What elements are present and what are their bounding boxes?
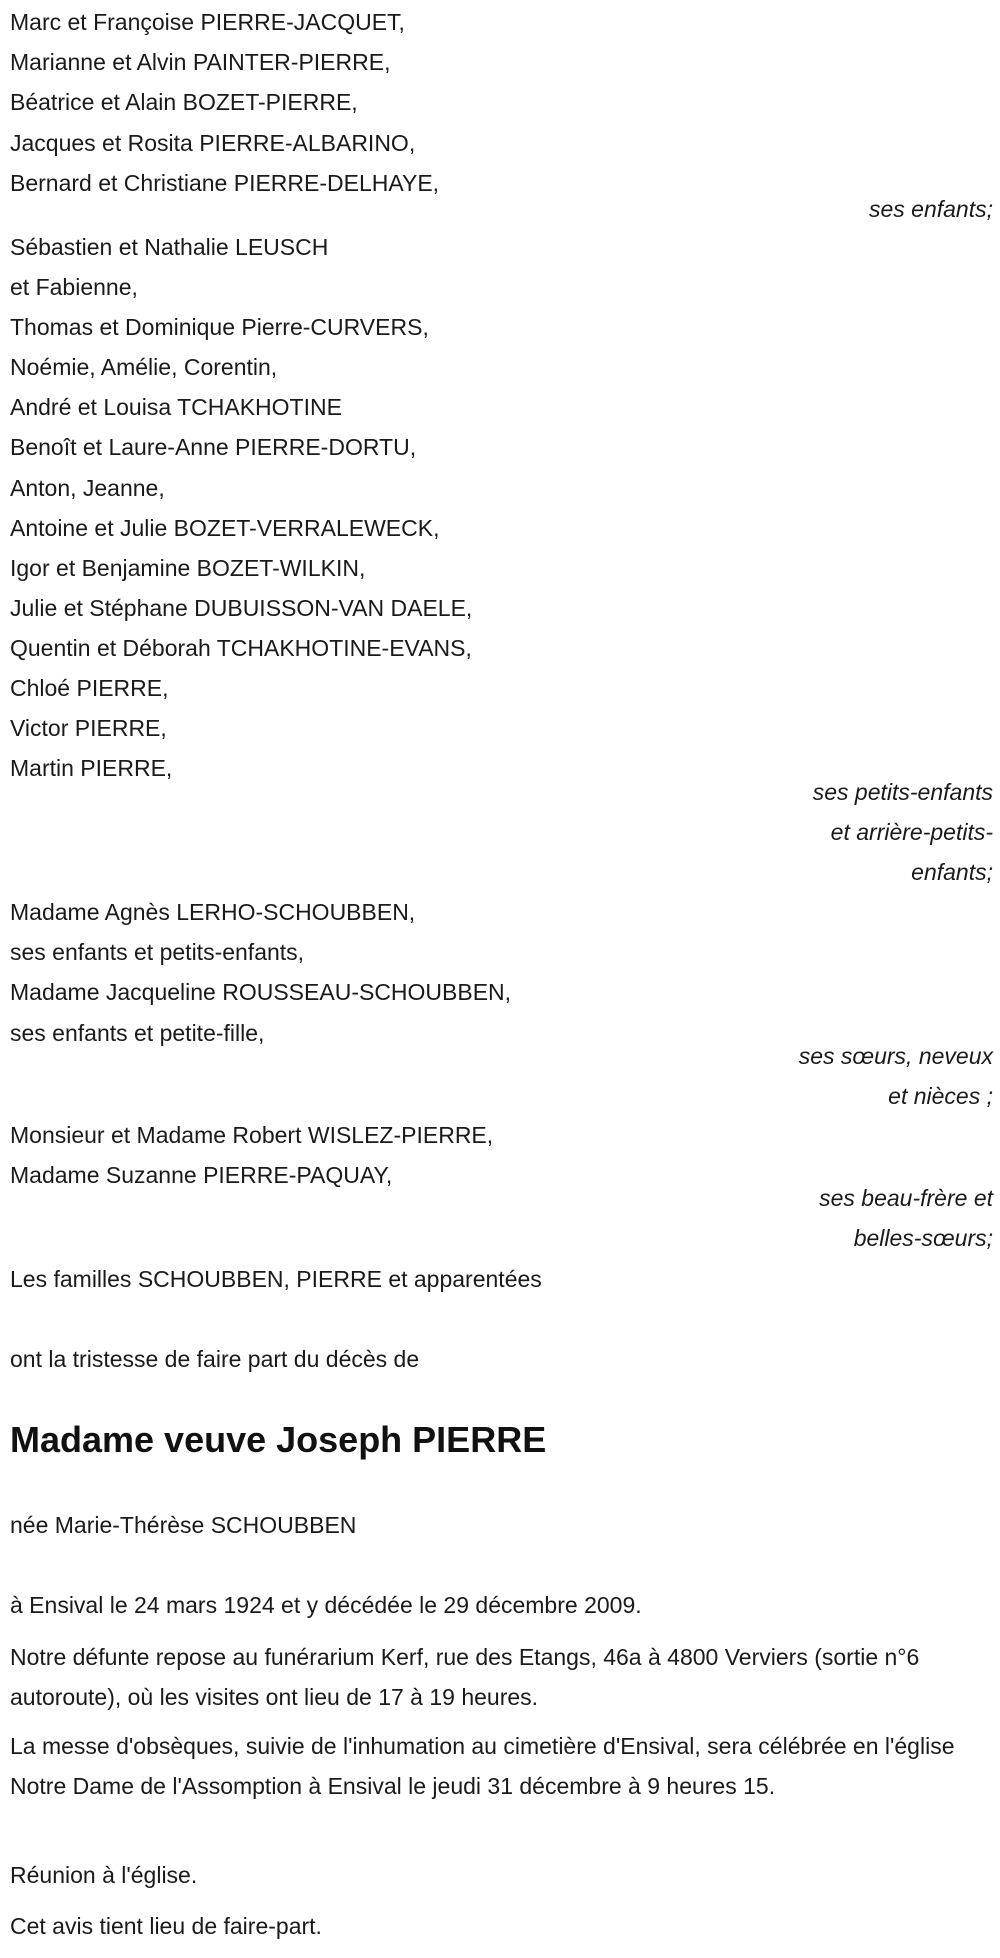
children-label	[869, 189, 993, 229]
label-line: ses petits-enfants	[812, 779, 993, 805]
list-item: Jacques et Rosita PIERRE-ALBARINO,	[10, 129, 416, 156]
list-item: Bernard et Christiane PIERRE-DELHAYE,	[10, 169, 440, 196]
dates-text: à Ensival le 24 mars 1924 et y décédée le 29 décembre 2009.	[10, 1592, 642, 1618]
label-line: belles-sœurs;	[853, 1225, 993, 1251]
list-item: Julie et Stéphane DUBUISSON-VAN DAELE,	[10, 594, 473, 621]
list-item: André et Louisa TCHAKHOTINE	[10, 394, 342, 421]
list-item: Noémie, Amélie, Corentin,	[10, 354, 278, 381]
sisters-label	[799, 1036, 993, 1116]
list-item: Anton, Jeanne,	[10, 474, 165, 501]
inlaws-list	[10, 1115, 493, 1195]
families-text: Les familles SCHOUBBEN, PIERRE et apparentées	[10, 1266, 542, 1292]
grandchildren-list	[10, 227, 472, 788]
list-item: Béatrice et Alain BOZET-PIERRE,	[10, 89, 358, 116]
list-item: Martin PIERRE,	[10, 755, 173, 782]
list-item: Quentin et Déborah TCHAKHOTINE-EVANS,	[10, 634, 472, 661]
list-item: Antoine et Julie BOZET-VERRALEWECK,	[10, 514, 440, 541]
mass-text: La messe d'obsèques, suivie de l'inhumation au cimetière d'Ensival, sera célébrée en l'église Notre Dame de l'Assomption à Ensival le jeudi 31 décembre à 9 heures 15.	[10, 1733, 955, 1799]
label-line: ses sœurs, neveux	[798, 1043, 993, 1069]
meeting-text: Réunion à l'église.	[10, 1862, 198, 1888]
sisters-list	[10, 892, 511, 1053]
label-line: et arrière-petits-	[830, 819, 993, 845]
list-item: Benoît et Laure-Anne PIERRE-DORTU,	[10, 434, 417, 461]
list-item: Madame Agnès LERHO-SCHOUBBEN,	[10, 899, 416, 925]
list-item: Thomas et Dominique Pierre-CURVERS,	[10, 314, 429, 341]
list-item: Chloé PIERRE,	[10, 675, 169, 702]
list-item: Madame Jacqueline ROUSSEAU-SCHOUBBEN,	[10, 979, 512, 1006]
label-line: ses beau-frère et	[819, 1185, 993, 1211]
list-item: ses enfants et petite-fille,	[10, 1019, 265, 1046]
inlaws-label	[819, 1179, 993, 1259]
list-item: ses enfants et petits-enfants,	[10, 939, 305, 966]
list-item: Sébastien et Nathalie LEUSCH	[10, 234, 329, 260]
list-item: Monsieur et Madame Robert WISLEZ-PIERRE,	[10, 1122, 494, 1148]
announcement-text: ont la tristesse de faire part du décès de	[10, 1346, 420, 1372]
list-item: et Fabienne,	[10, 274, 138, 301]
list-item: Victor PIERRE,	[10, 715, 167, 742]
rest-place-text: Notre défunte repose au funérarium Kerf, rue des Etangs, 46a à 4800 Verviers (sortie n°6 autoroute), où les visites ont lieu de 17 à 19 heures.	[10, 1644, 920, 1710]
label-line: ses enfants;	[868, 196, 993, 222]
children-list	[10, 2, 439, 203]
maiden-name: née Marie-Thérèse SCHOUBBEN	[10, 1512, 357, 1538]
grandchildren-label	[813, 772, 993, 892]
label-line: et nièces ;	[888, 1083, 993, 1109]
list-item: Igor et Benjamine BOZET-WILKIN,	[10, 554, 366, 581]
notice-text: Cet avis tient lieu de faire-part.	[10, 1913, 322, 1939]
deceased-name: Madame veuve Joseph PIERRE	[10, 1419, 547, 1460]
label-line: enfants;	[911, 859, 993, 885]
list-item: Marc et Françoise PIERRE-JACQUET,	[10, 9, 405, 35]
list-item: Madame Suzanne PIERRE-PAQUAY,	[10, 1162, 393, 1189]
list-item: Marianne et Alvin PAINTER-PIERRE,	[10, 49, 391, 76]
